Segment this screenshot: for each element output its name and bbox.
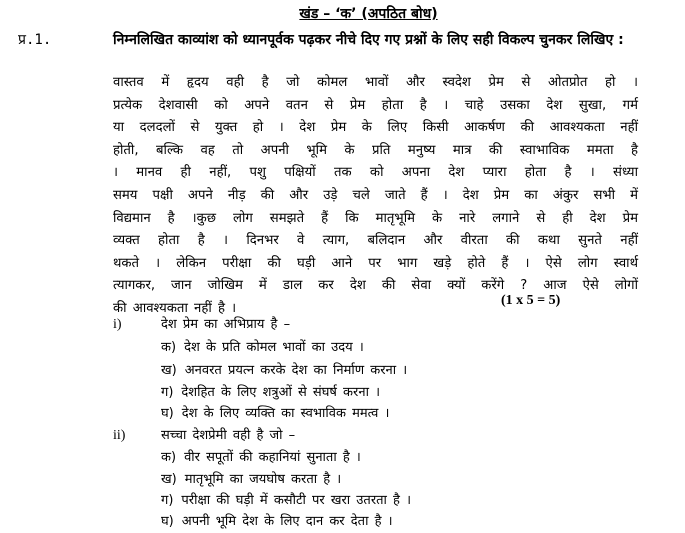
passage-line: वास्तव में हृदय वही है जो कोमल भावों और स्वदेश प्रेम से ओतप्रोत हो । [113,75,638,90]
option-text: अपनी भूमि देश के लिए दान कर देता है । [181,514,393,529]
option-label: ख) [161,472,177,487]
passage-line: । मानव ही नहीं, पशु पक्षियों तक को अपना देश प्यारा होता है । संध्या [113,165,638,181]
passage-line: होती, बल्कि वह तो अपनी भूमि के प्रति मनुष्य मात्र की स्वाभाविक ममता है [113,142,638,158]
option-text: देश के लिए व्यक्ति का स्वभाविक ममत्व । [181,406,390,421]
option-text: परीक्षा की घड़ी में कसौटी पर खरा उतरता है । [181,493,412,508]
option-kha [161,360,407,382]
passage-line: व्यक्त होता है । दिनभर वे त्याग, बलिदान और वीरता की कथा सुनते नहीं [113,233,638,249]
option-label: घ) [161,514,174,529]
sub-question-number: ii) [113,428,126,443]
option-text: वीर सपूतों की कहानियां सुनाता है । [184,450,361,465]
passage-line: की आवश्यकता नहीं है । [113,300,237,316]
option-label: ग) [161,493,174,508]
marks-allocation: (1 x 5 = 5) [501,293,561,308]
passage-line: त्यागकर, जान जोखिम में डाल कर देश की सेवा क्यों करेंगे ? आज ऐसे लोगों [113,278,638,294]
passage-line: प्रत्येक देशवासी को अपने वतन से प्रेम होता है । चाहे उसका देश सुखा, गर्म [113,97,638,113]
option-gha [161,403,389,425]
passage-line: थकते । लेकिन परीक्षा की घड़ी आने पर भाग खड़े होते हैं । ऐसे लोग स्वार्थ [113,255,638,271]
option-ga [161,490,411,512]
option-ka [161,447,361,469]
option-text: देशहित के लिए शत्रुओं से संघर्ष करना । [181,385,380,400]
option-text: मातृभूमि का जयघोष करता है । [184,472,342,487]
sub-question-number: i) [113,317,122,332]
section-heading-text: खंड – ‘क’ (अपठित बोध) [299,6,438,22]
option-label: ख) [161,363,177,378]
sub-question-text: देश प्रेम का अभिप्राय है – [161,317,291,332]
unseen-passage [113,72,638,321]
option-kha [161,469,341,491]
option-label: घ) [161,406,174,421]
option-gha [161,511,393,533]
option-label: क) [161,450,177,465]
option-text: देश के प्रति कोमल भावों का उदय । [184,340,364,355]
option-label: ग) [161,385,174,400]
passage-line: समय पक्षी अपने नीड़ की और उड़े चले जाते हैं । देश प्रेम का अंकुर सभी में [113,187,638,203]
question-instruction: निम्नलिखित काव्यांश को ध्यानपूर्वक पढ़कर नीचे दिए गए प्रश्नों के लिए सही विकल्प चुनकर लिखिए : [113,32,624,48]
section-heading [0,4,685,24]
option-ga [161,382,380,404]
question-number: प्र.1. [18,32,52,48]
sub-question-text: सच्चा देशप्रेमी वही है जो – [161,428,296,443]
passage-line: या दलदलों से युक्त हो । देश प्रेम के लिए किसी आकर्षण की आवश्यकता नहीं [113,120,638,136]
option-text: अनवरत प्रयत्न करके देश का निर्माण करना । [184,363,408,378]
option-label: क) [161,340,177,355]
passage-line: विद्यमान है ।कुछ लोग समझते हैं कि मातृभूमि के नारे लगाने से ही देश प्रेम [113,210,638,226]
option-ka [161,337,364,359]
